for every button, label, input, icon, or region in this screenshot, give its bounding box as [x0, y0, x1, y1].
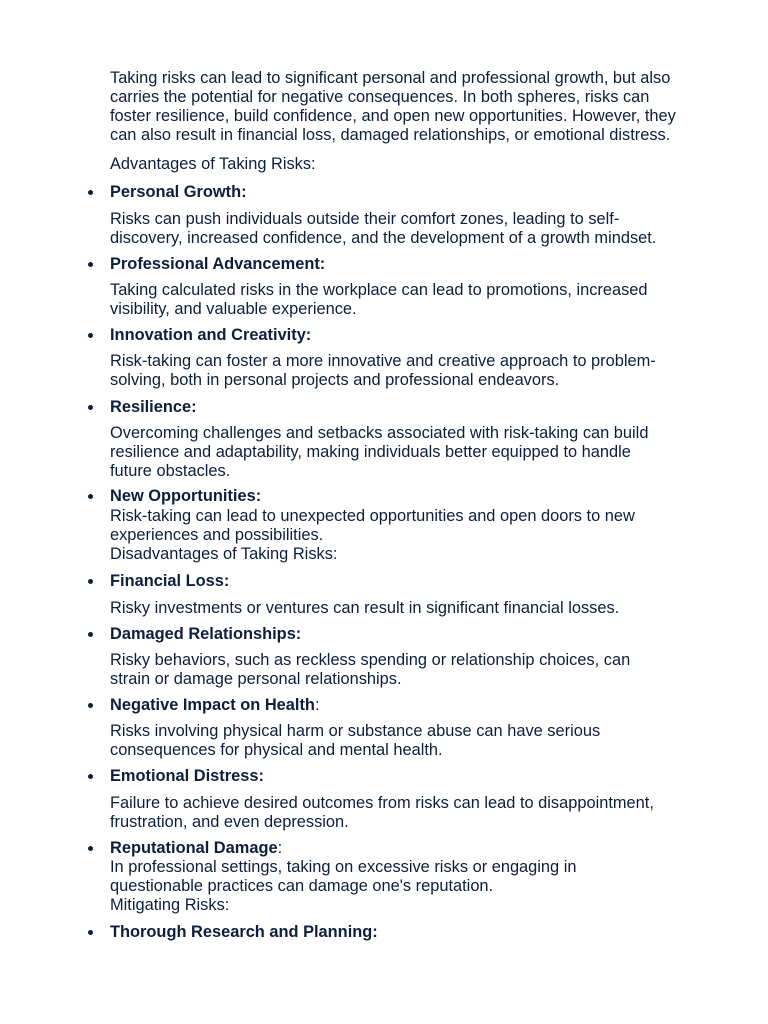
- body-line: questionable practices can damage one's reputation.: [110, 877, 494, 895]
- bullet-icon: [88, 846, 93, 851]
- list-item-body: [110, 507, 730, 545]
- bullet-icon: [88, 405, 93, 410]
- title-suffix: :: [314, 696, 320, 714]
- list-item-title: Damaged Relationships:: [110, 625, 302, 643]
- bullet-icon: [88, 774, 93, 779]
- body-line: frustration, and even depression.: [110, 813, 349, 831]
- title-suffix: :: [277, 839, 283, 857]
- list-item-title: [110, 839, 730, 858]
- bullet-icon: [88, 494, 93, 499]
- list-item-body: [110, 352, 730, 390]
- list-item-body: [110, 794, 730, 832]
- intro-paragraph: [110, 69, 730, 145]
- body-line: Risky investments or ventures can result in significant financial losses.: [110, 599, 620, 617]
- body-line: Risks can push individuals outside their comfort zones, leading to self-: [110, 210, 620, 228]
- body-line: In professional settings, taking on excessive risks or engaging in: [110, 858, 577, 876]
- list-item-title: Thorough Research and Planning:: [110, 923, 378, 941]
- body-line: solving, both in personal projects and professional endeavors.: [110, 371, 560, 389]
- body-line: visibility, and valuable experience.: [110, 300, 357, 318]
- body-line: Risk-taking can foster a more innovative and creative approach to problem-: [110, 352, 656, 370]
- list-item-body: [110, 722, 730, 760]
- list-item-body: [110, 424, 730, 481]
- bullet-icon: [88, 190, 93, 195]
- list-item-body: [110, 651, 730, 689]
- list-item-body: [110, 210, 730, 248]
- bullet-icon: [88, 333, 93, 338]
- bullet-icon: [88, 930, 93, 935]
- list-item-title: Emotional Distress:: [110, 767, 264, 785]
- body-line: Risks involving physical harm or substance abuse can have serious: [110, 722, 601, 740]
- list-item-title: [110, 696, 730, 715]
- list-item-body: [110, 858, 730, 896]
- intro-line: carries the potential for negative consequences. In both spheres, risks can: [110, 88, 650, 106]
- body-line: strain or damage personal relationships.: [110, 670, 402, 688]
- mitigating-heading: Mitigating Risks:: [110, 896, 230, 914]
- list-item-body: [110, 281, 730, 319]
- advantages-heading: Advantages of Taking Risks:: [110, 155, 316, 173]
- body-line: consequences for physical and mental health.: [110, 741, 443, 759]
- title-text: Negative Impact on Health: [110, 696, 315, 714]
- bullet-icon: [88, 703, 93, 708]
- intro-line: Taking risks can lead to significant personal and professional growth, but also: [110, 69, 671, 87]
- intro-line: foster resilience, build confidence, and open new opportunities. However, they: [110, 107, 676, 125]
- body-line: discovery, increased confidence, and the development of a growth mindset.: [110, 229, 657, 247]
- list-item-title: New Opportunities:: [110, 487, 262, 505]
- intro-line: can also result in financial loss, damaged relationships, or emotional distress.: [110, 126, 671, 144]
- bullet-icon: [88, 262, 93, 267]
- disadvantages-heading: Disadvantages of Taking Risks:: [110, 545, 338, 563]
- body-line: resilience and adaptability, making individuals better equipped to handle: [110, 443, 631, 461]
- body-line: Overcoming challenges and setbacks associated with risk-taking can build: [110, 424, 649, 442]
- title-text: Reputational Damage: [110, 839, 278, 857]
- list-item-title: Innovation and Creativity:: [110, 326, 312, 344]
- body-line: Failure to achieve desired outcomes from risks can lead to disappointment,: [110, 794, 654, 812]
- body-line: experiences and possibilities.: [110, 526, 324, 544]
- body-line: future obstacles.: [110, 462, 231, 480]
- list-item-body: [110, 599, 730, 618]
- list-item-title: Resilience:: [110, 398, 197, 416]
- bullet-icon: [88, 579, 93, 584]
- list-item-title: Financial Loss:: [110, 572, 230, 590]
- list-item-title: Professional Advancement:: [110, 255, 326, 273]
- list-item-title: Personal Growth:: [110, 183, 247, 201]
- bullet-icon: [88, 632, 93, 637]
- body-line: Risk-taking can lead to unexpected opportunities and open doors to new: [110, 507, 635, 525]
- body-line: Risky behaviors, such as reckless spending or relationship choices, can: [110, 651, 631, 669]
- body-line: Taking calculated risks in the workplace can lead to promotions, increased: [110, 281, 648, 299]
